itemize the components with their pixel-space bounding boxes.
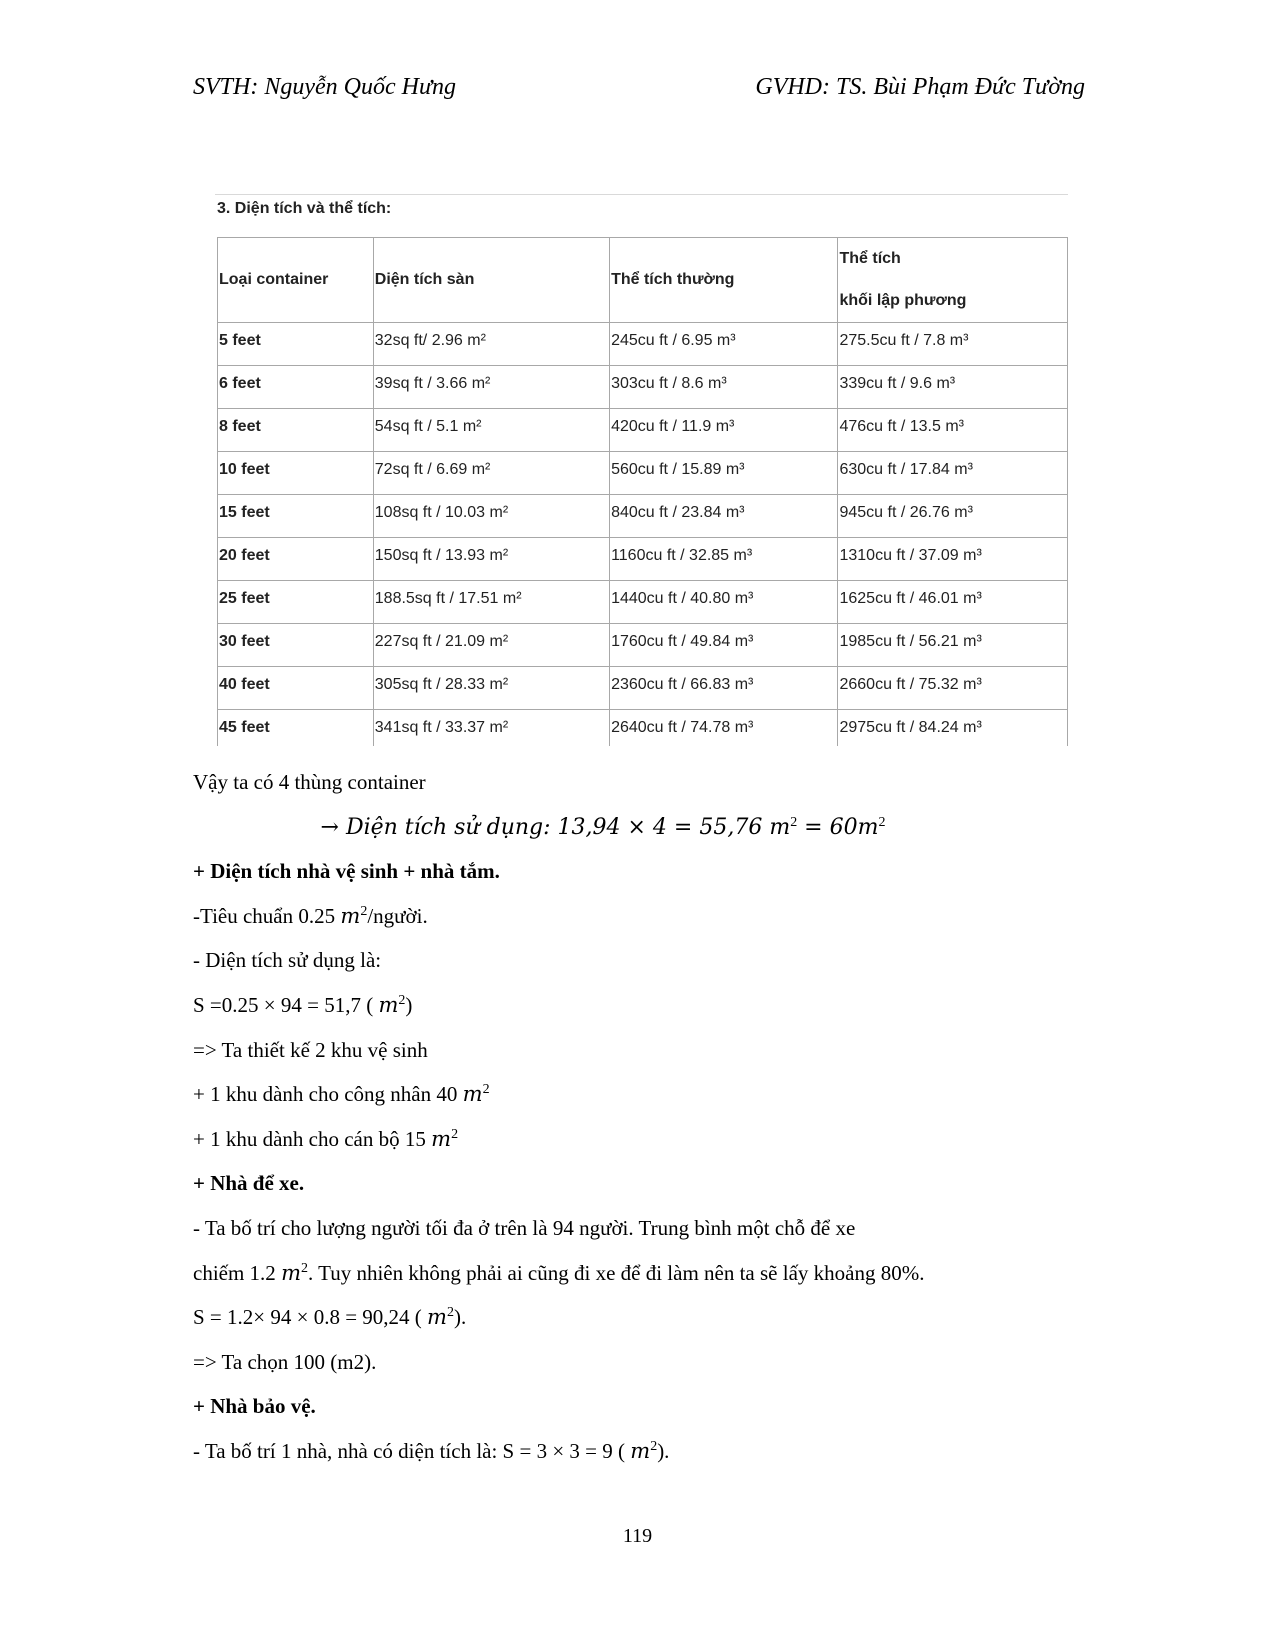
table-row [218,495,1068,538]
paragraph-text: . Tuy nhiên không phải ai cũng đi xe để đi làm nên ta sẽ lấy khoảng 80%. [307,1260,925,1285]
table-cell: 25 feet [218,581,374,624]
paragraph: - Diện tích sử dụng là: [193,948,382,973]
unit: m [427,1305,447,1330]
column-header-line: khối lập phương [839,292,967,309]
table-cell: 108sq ft / 10.03 m² [373,495,609,538]
table-row [218,538,1068,581]
table-row [218,710,1068,747]
divider [215,194,1068,195]
table-cell: 54sq ft / 5.1 m² [373,409,609,452]
table-cell: 560cu ft / 15.89 m³ [610,452,838,495]
superscript: 2 [398,992,406,1008]
paragraph-text: - Ta bố trí 1 nhà, nhà có diện tích là: S = 3 × 3 = 9 ( [193,1438,631,1463]
table-cell: 10 feet [218,452,374,495]
paragraph-text: -Tiêu chuẩn 0.25 [193,903,341,928]
table-cell: 341sq ft / 33.37 m² [373,710,609,747]
paragraph: - Ta bố trí cho lượng người tối đa ở trên là 94 người. Trung bình một chỗ để xe [193,1215,856,1240]
table-cell: 2975cu ft / 84.24 m³ [838,710,1068,747]
container-spec-table [217,237,1068,746]
equation-text: = 60m [797,814,879,840]
column-header: Diện tích sàn [373,238,609,323]
unit: m [281,1260,301,1285]
container-spec-image [215,194,1068,746]
paragraph-text: S = 1.2× 94 × 0.8 = 90,24 ( [193,1305,428,1330]
paragraph-text: + 1 khu dành cho cán bộ 15 [193,1126,432,1151]
student-name: SVTH: Nguyễn Quốc Hưng [193,73,457,100]
unit: m [630,1438,651,1463]
table-cell: 1310cu ft / 37.09 m³ [838,538,1068,581]
table-cell: 1760cu ft / 49.84 m³ [610,624,838,667]
unit: m [378,992,399,1017]
table-cell: 8 feet [218,409,374,452]
paragraph [193,1251,1093,1296]
paragraph-text: + 1 khu dành cho công nhân 40 [193,1082,463,1107]
table-cell: 1985cu ft / 56.21 m³ [838,624,1068,667]
table-cell: 630cu ft / 17.84 m³ [838,452,1068,495]
table-cell: 72sq ft / 6.69 m² [373,452,609,495]
table-cell: 188.5sq ft / 17.51 m² [373,581,609,624]
table-row [218,667,1068,710]
table-cell: 2640cu ft / 74.78 m³ [610,710,838,747]
superscript: 2 [360,903,368,919]
table-cell: 5 feet [218,323,374,366]
section-title: 3. Diện tích và thể tích: [217,200,392,217]
paragraph [193,1295,1093,1340]
paragraph [193,1429,1093,1474]
superscript: 2 [446,1305,454,1321]
table-row [218,409,1068,452]
section-heading: + Nhà bảo vệ. [193,1394,316,1419]
column-header: Thể tích thường [610,238,838,323]
equation-text: → Diện tích sử dụng: 13,94 × 4 = 55,76 m [320,814,791,840]
table-body [218,323,1068,747]
table-cell: 150sq ft / 13.93 m² [373,538,609,581]
page-header [193,70,1085,104]
paragraph [193,1072,1093,1117]
table-cell: 45 feet [218,710,374,747]
table-cell: 39sq ft / 3.66 m² [373,366,609,409]
table-row [218,366,1068,409]
superscript: 2 [878,814,886,830]
paragraph-text: chiếm 1.2 [193,1260,282,1285]
table-row [218,581,1068,624]
unit: m [340,903,361,928]
superscript: 2 [790,814,798,830]
table-cell: 227sq ft / 21.09 m² [373,624,609,667]
table-cell: 420cu ft / 11.9 m³ [610,409,838,452]
column-header: Loại container [218,238,374,323]
table-row [218,624,1068,667]
table-cell: 476cu ft / 13.5 m³ [838,409,1068,452]
table-cell: 245cu ft / 6.95 m³ [610,323,838,366]
table-cell: 275.5cu ft / 7.8 m³ [838,323,1068,366]
paragraph [193,1117,1093,1162]
paragraph-text: S =0.25 × 94 = 51,7 ( [193,992,379,1017]
section-heading: + Nhà để xe. [193,1171,305,1196]
table-cell: 32sq ft/ 2.96 m² [373,323,609,366]
superscript: 2 [650,1438,658,1454]
table-cell: 2660cu ft / 75.32 m³ [838,667,1068,710]
table-row [218,323,1068,366]
table-cell: 339cu ft / 9.6 m³ [838,366,1068,409]
superscript: 2 [451,1126,459,1142]
page-body [193,760,1093,1474]
superscript: 2 [482,1082,490,1098]
equation [193,805,1093,850]
unit: m [462,1082,483,1107]
paragraph-text: /người. [367,903,428,928]
table-cell: 1625cu ft / 46.01 m³ [838,581,1068,624]
column-header-line: Thể tích [839,250,901,267]
superscript: 2 [300,1260,308,1276]
table-cell: 2360cu ft / 66.83 m³ [610,667,838,710]
table-cell: 15 feet [218,495,374,538]
paragraph [193,983,1093,1028]
table-cell: 1160cu ft / 32.85 m³ [610,538,838,581]
paragraph-text: ). [657,1438,670,1463]
table-cell: 945cu ft / 26.76 m³ [838,495,1068,538]
paragraph: => Ta thiết kế 2 khu vệ sinh [193,1037,428,1062]
table-header-row [218,238,1068,323]
paragraph-text: ). [453,1305,467,1330]
table-row [218,452,1068,495]
table-cell: 40 feet [218,667,374,710]
table-cell: 20 feet [218,538,374,581]
table-cell: 30 feet [218,624,374,667]
paragraph [193,894,1093,939]
unit: m [431,1126,452,1151]
table-cell: 840cu ft / 23.84 m³ [610,495,838,538]
page-number: 119 [622,1525,653,1547]
table-cell: 303cu ft / 8.6 m³ [610,366,838,409]
advisor-name: GVHD: TS. Bùi Phạm Đức Tường [755,73,1085,100]
paragraph: => Ta chọn 100 (m2). [193,1349,377,1374]
table-cell: 6 feet [218,366,374,409]
column-header [838,238,1068,323]
paragraph: Vậy ta có 4 thùng container [193,770,426,794]
table-cell: 1440cu ft / 40.80 m³ [610,581,838,624]
paragraph-text: ) [405,992,413,1017]
table-cell: 305sq ft / 28.33 m² [373,667,609,710]
section-heading: + Diện tích nhà vệ sinh + nhà tắm. [193,859,500,884]
